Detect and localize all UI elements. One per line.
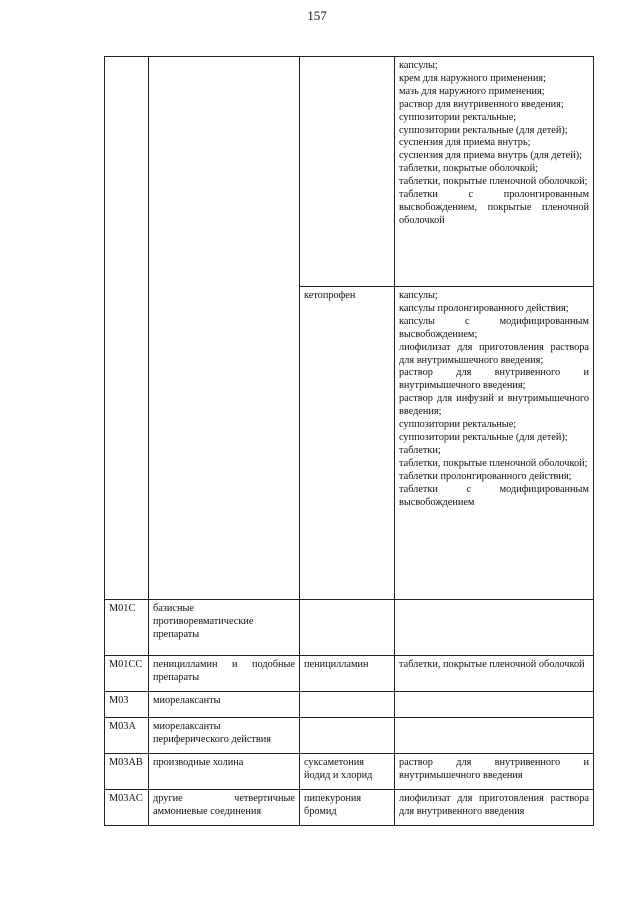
dosage-form-item: таблетки пролонгированного действия; [399, 470, 572, 482]
drug-name-cell: кетопрофен [300, 287, 395, 600]
dosage-forms-cell [395, 287, 594, 600]
atc-code-cell: M03 [105, 692, 149, 718]
atc-code-cell: M01CC [105, 656, 149, 692]
dosage-form-item: крем для наружного применения; [399, 72, 547, 84]
drug-name-cell [300, 718, 395, 754]
drug-name-cell: пипекурония бромид [300, 790, 395, 826]
atc-code-cell: M03AB [105, 754, 149, 790]
table-row [105, 692, 594, 718]
dosage-form-item: мазь для наружного применения; [399, 85, 545, 97]
group-name-cell: миорелаксанты периферического действия [149, 718, 300, 754]
table-row [105, 790, 594, 826]
dosage-form-item: таблетки с модифицированным высвобождением [399, 483, 589, 508]
dosage-forms-cell [395, 57, 594, 287]
group-name-cell: миорелаксанты [149, 692, 300, 718]
dosage-form-item: таблетки с пролонгированным высвобождением, покрытые пленочной оболочкой [399, 189, 589, 226]
dosage-form-item: суппозитории ректальные; [399, 111, 517, 123]
dosage-forms-cell [395, 718, 594, 754]
page-number: 157 [307, 8, 327, 23]
drug-table [104, 56, 594, 826]
dosage-form-item: таблетки, покрытые пленочной оболочкой; [399, 176, 588, 188]
dosage-forms-cell [395, 692, 594, 718]
table-row [105, 600, 594, 656]
dosage-form-item: капсулы пролонгированного действия; [399, 302, 569, 314]
dosage-form-item: капсулы; [399, 60, 438, 71]
dosage-forms-cell [395, 600, 594, 656]
group-name-cell: базисные противоревматические препараты [149, 600, 300, 656]
table-row [105, 718, 594, 754]
drug-name-cell [300, 600, 395, 656]
group-name-cell: производные холина [149, 754, 300, 790]
dosage-form-item: капсулы; [399, 290, 438, 301]
dosage-form-item: таблетки, покрытые оболочкой; [399, 163, 538, 175]
dosage-form-item: раствор для инфузий и внутримышечного введения; [399, 393, 589, 418]
dosage-forms-cell: лиофилизат для приготовления раствора для внутривенного введения [395, 790, 594, 826]
atc-code-cell: M01C [105, 600, 149, 656]
atc-code-cell [105, 57, 149, 600]
dosage-form-item: лиофилизат для приготовления раствора для внутримышечного введения; [399, 341, 589, 366]
dosage-form-item: суспензия для приема внутрь (для детей); [399, 150, 583, 162]
dosage-forms-list [399, 60, 589, 228]
group-name-cell: другие четвертичные аммониевые соединения [149, 790, 300, 826]
dosage-form-item: суппозитории ректальные; [399, 419, 517, 431]
group-name-cell [149, 57, 300, 600]
atc-code-cell: M03AC [105, 790, 149, 826]
drug-name-cell [300, 57, 395, 287]
dosage-form-item: суппозитории ректальные (для детей); [399, 431, 568, 443]
dosage-forms-cell: раствор для внутривенного и внутримышечного введения [395, 754, 594, 790]
dosage-forms-list [399, 290, 589, 509]
drug-name-cell: пеницилламин [300, 656, 395, 692]
dosage-form-item: таблетки; [399, 444, 441, 456]
dosage-form-item: раствор для внутривенного и внутримышечного введения; [399, 367, 589, 392]
dosage-form-item: раствор для внутривенного введения; [399, 98, 564, 110]
table-row [105, 656, 594, 692]
drug-name-cell [300, 692, 395, 718]
dosage-form-item: капсулы с модифицированным высвобождением; [399, 315, 589, 340]
dosage-form-item: суспензия для приема внутрь; [399, 137, 531, 149]
group-name-cell: пеницилламин и подобные препараты [149, 656, 300, 692]
drug-name-cell: суксаметония йодид и хлорид [300, 754, 395, 790]
dosage-form-item: суппозитории ректальные (для детей); [399, 124, 568, 136]
table-row-continuation-1 [105, 57, 594, 287]
dosage-forms-cell: таблетки, покрытые пленочной оболочкой [395, 656, 594, 692]
table-row [105, 754, 594, 790]
dosage-form-item: таблетки, покрытые пленочной оболочкой; [399, 457, 588, 469]
atc-code-cell: M03A [105, 718, 149, 754]
